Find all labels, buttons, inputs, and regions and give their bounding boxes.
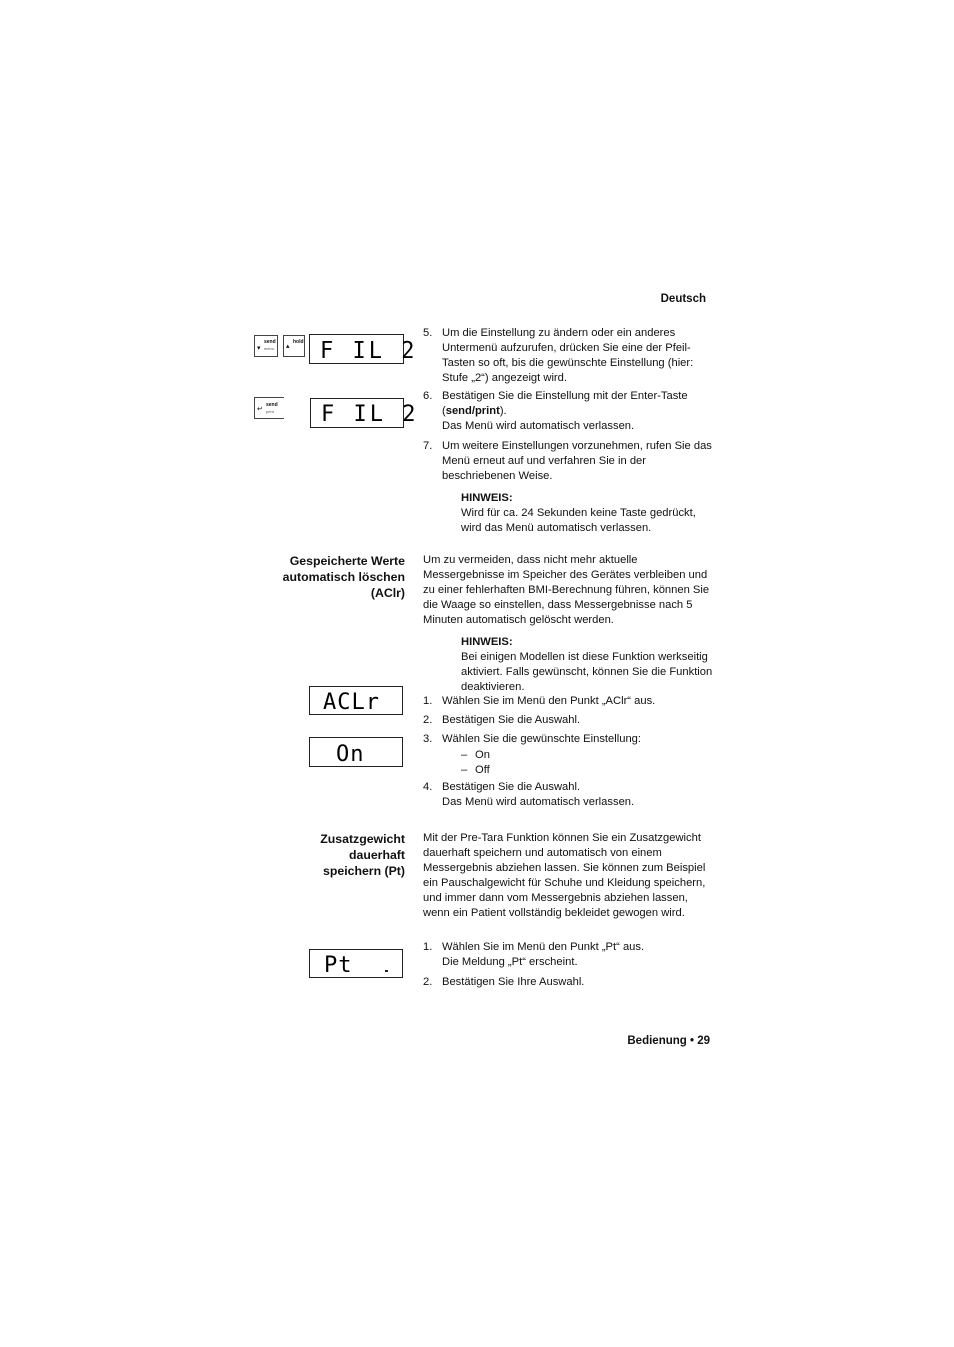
lcd-text: Pt [324,953,353,978]
down-arrow-key: ▾ send menu [254,335,278,357]
aclr-step-4: 4. Bestätigen Sie die Auswahl. Das Menü wird automatisch verlassen. [423,781,635,808]
lcd-text: F IL 2 [321,402,419,427]
step-5: 5. Um die Einstellung zu ändern oder ein anderes Untermenü aufzurufen, drücken Sie eine der Pfeil-Tasten so oft, bis die gewünschte Einstellung (hier: Stufe „2“) angezeigt wird. [423,327,694,384]
option-on: – On [461,749,490,761]
lcd-indicator-icon [385,970,388,972]
lcd-text: On [336,742,365,767]
arrow-up-icon: ▴ [286,343,290,350]
pt-step-1: 1. Wählen Sie im Menü den Punkt „Pt“ aus. Die Meldung „Pt“ erscheint. [423,941,645,968]
arrow-down-icon: ▾ [257,345,261,352]
step-7: 7. Um weitere Einstellungen vorzunehmen, rufen Sie das Menü erneut auf und verfahren Sie in der beschriebenen Weise. [423,440,712,482]
lcd-segments [311,399,419,427]
lcd-segments [310,335,418,365]
aclr-intro: Um zu vermeiden, dass nicht mehr aktuelle Messergebnisse im Speicher des Gerätes verbleiben und zu einer fehlerhaften BMI-Berechnung führen, können Sie die Waage so einstellen, dass Messergebnisse nach 5 Minuten automatisch gelöscht werden. [423,554,710,626]
lcd-display-fil-1 [309,334,418,365]
lcd-display-on [309,737,403,767]
note-aclr: HINWEIS: Bei einigen Modellen ist diese Funktion werkseitig aktiviert. Falls gewünscht, können Sie die Funktion deaktivieren. [461,636,713,693]
pt-step-2: 2. Bestätigen Sie Ihre Auswahl. [423,976,585,988]
lcd-display-pt [309,949,403,978]
aclr-step-2: 2. Bestätigen Sie die Auswahl. [423,714,581,726]
lcd-text: F IL 2 [320,337,418,365]
section-heading-aclr: Gespeicherte Werte automatisch löschen (AClr) [282,554,405,600]
lcd-segments [310,950,402,977]
section-heading-pt: Zusatzgewicht dauerhaft speichern (Pt) [320,832,405,878]
lcd-segments [310,738,402,766]
step-6: 6. Bestätigen Sie die Einstellung mit der Enter-Taste (send/print). Das Menü wird automatisch verlassen. [423,390,688,432]
enter-key-name: send/print [445,405,500,417]
language-label: Deutsch [660,293,706,305]
lcd-display-fil-2 [310,398,419,428]
enter-icon: ↵ [257,406,263,413]
pt-intro: Mit der Pre-Tara Funktion können Sie ein Zusatzgewicht dauerhaft speichern und automatisch von einem Messergebnis abziehen lassen. Sie können zum Beispiel ein Pauschalgewicht für Schuhe und Kleidung speichern, und immer dann vom Messergebnis abziehen lassen, wenn ein Patient vollständig bekleidet gewogen wird. [423,832,706,919]
aclr-step-1: 1. Wählen Sie im Menü den Punkt „AClr“ aus. [423,695,656,707]
lcd-segments [310,687,402,714]
page-footer: Bedienung • 29 [627,1035,710,1047]
aclr-step-3: 3. Wählen Sie die gewünschte Einstellung: [423,733,642,745]
up-arrow-key: ▴ hold [283,335,305,357]
option-off: – Off [461,764,490,776]
lcd-display-aclr [309,686,403,715]
note-timeout: HINWEIS: Wird für ca. 24 Sekunden keine Taste gedrückt, wird das Menü automatisch verlassen. [461,492,696,534]
lcd-text: ACLr [323,690,380,715]
enter-key: ↵ send print [254,397,284,419]
